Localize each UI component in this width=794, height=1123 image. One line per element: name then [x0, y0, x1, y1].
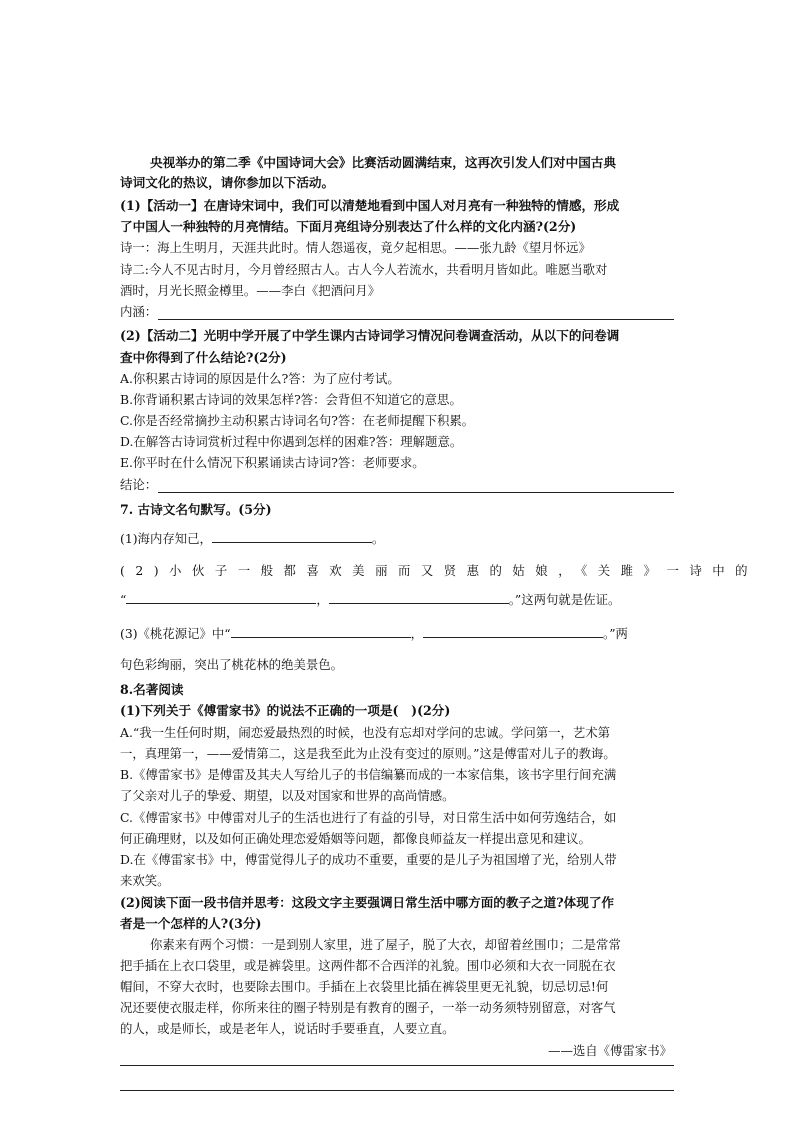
q8-sub-2-line-2: 者是一个怎样的人?(3分): [120, 916, 262, 931]
q7-item-1-suffix: 。: [371, 531, 385, 546]
q7-item-3-line-2: 句色彩绚丽，突出了桃花林的绝美景色。: [120, 657, 344, 672]
q8-option-d-line-2: 来欢笑。: [120, 873, 170, 888]
activity1-question-line-1: (1)【活动一】在唐诗宋词中，我们可以清楚地看到中国人对月亮有一种独特的情感，形成: [120, 198, 620, 213]
q7-item-2-open-quote: “: [120, 592, 127, 607]
survey-item-b: B.你背诵积累古诗词的效果怎样?答：会背但不知道它的意思。: [120, 392, 462, 407]
q8-option-c-line-2: 何正确理财，以及如何正确处理恋爱婚姻等问题，都像良师益友一样提出意见和建议。: [120, 831, 591, 846]
meaning-label: 内涵：: [120, 304, 158, 319]
q7-item-3-comma: ，: [410, 626, 424, 641]
q8-option-b-line-1: B.《傅雷家书》是傅雷及其夫人写给儿子的书信编纂而成的一本家信集，该书字里行间充满: [120, 767, 617, 782]
q7-item-2-blank-2[interactable]: [329, 590, 509, 604]
q8-answer-line-1[interactable]: [120, 1065, 674, 1066]
q8-option-d-line-1: D.在《傅雷家书》中，傅雷觉得儿子的成功不重要，重要的是儿子为祖国增了光，给别人带: [120, 852, 617, 867]
q7-item-1: [120, 529, 384, 547]
letter-passage-line-2: 把手插在上衣口袋里，或是裤袋里。这两件都不合西洋的礼貌。围巾必须和大衣一同脱在衣: [120, 958, 616, 973]
q8-title: 8.名著阅读: [120, 682, 184, 697]
letter-passage-line-3: 帽间，不穿大衣时，也要除去围巾。手插在上衣袋里比插在裤袋里更无礼貌，切忌切忌!何: [120, 979, 609, 994]
passage-source: ——选自《傅雷家书》: [548, 1043, 672, 1058]
q7-item-1-blank[interactable]: [212, 529, 372, 543]
survey-item-e: E.你平时在什么情况下积累诵读古诗词?答：老师要求。: [120, 455, 425, 470]
conclusion-answer-line[interactable]: [158, 492, 674, 493]
intro-line-1: 央视举办的第二季《中国诗词大会》比赛活动圆满结束，这再次引发人们对中国古典: [150, 155, 616, 170]
survey-item-d: D.在解答古诗词赏析过程中你遇到怎样的困难?答：理解题意。: [120, 434, 463, 449]
activity2-question-line-1: (2)【活动二】光明中学开展了中学生课内古诗词学习情况问卷调查活动，从以下的问卷调: [120, 328, 620, 343]
letter-passage-line-4: 况还要使衣服走样，你所来往的圈子特别是有教育的圈子，一举一动务须特别留意，对客气: [120, 1000, 616, 1015]
poem-1: 诗一：海上生明月，天涯共此时。情人怨遥夜，竟夕起相思。——张九龄《望月怀远》: [120, 240, 591, 255]
poem-2-line-2: 酒时，月光长照金樽里。——李白《把酒问月》: [120, 283, 381, 298]
q7-item-3-line-1: [120, 624, 628, 642]
intro-line-2: 诗词文化的热议，请你参加以下活动。: [120, 175, 335, 190]
q8-option-c-line-1: C.《傅雷家书》中傅雷对儿子的生活也进行了有益的引导，对日常生活中如何劳逸结合，如: [120, 810, 617, 825]
q7-item-1-prefix: (1)海内存知己，: [120, 531, 212, 546]
q7-item-3-blank-2[interactable]: [423, 624, 603, 638]
q8-option-a-line-1: A.“我一生任何时期，闹恋爱最热烈的时候，也没有忘却对学问的忠诚。学问第一，艺术第: [120, 725, 611, 740]
q7-title: 7. 古诗文名句默写。(5分): [120, 502, 272, 517]
q7-item-3-prefix: (3)《桃花源记》中“: [120, 626, 231, 641]
letter-passage-line-5: 的人，或是师长，或是老年人，说话时手要垂直，人要立直。: [120, 1021, 455, 1036]
survey-item-a: A.你积累古诗词的原因是什么?答：为了应付考试。: [120, 371, 400, 386]
q8-answer-line-2[interactable]: [120, 1090, 674, 1091]
activity2-question-line-2: 查中你得到了什么结论?(2分): [120, 350, 287, 365]
q7-item-2-line-1: (2)小伙子一般都喜欢美丽而又贤惠的姑娘，《关雎》一诗中的: [120, 563, 759, 578]
q8-option-a-line-2: 一，真理第一，——爱情第二，这是我至此为止没有变过的原则。”这是傅雷对儿子的教诲。: [120, 746, 616, 761]
letter-passage-line-1: 你素来有两个习惯：一是到别人家里，进了屋子，脱了大衣，却留着丝围巾；二是常常: [150, 937, 621, 952]
q8-sub-1: (1)下列关于《傅雷家书》的说法不正确的一项是( )(2分): [120, 703, 451, 718]
q8-option-b-line-2: 了父亲对儿子的挚爱、期望，以及对国家和世界的高尚情感。: [120, 788, 455, 803]
q7-item-2-blank-1[interactable]: [126, 590, 316, 604]
poem-2-line-1: 诗二:今人不见古时月，今月曾经照古人。古人今人若流水，共看明月皆如此。唯愿当歌对: [120, 262, 608, 277]
conclusion-label: 结论：: [120, 477, 158, 492]
activity1-question-line-2: 了中国人一种独特的月亮情结。下面月亮组诗分别表达了什么样的文化内涵?(2分): [120, 219, 577, 234]
q8-sub-2-line-1: (2)阅读下面一段书信并思考：这段文字主要强调日常生活中哪方面的教子之道?体现了作: [120, 895, 615, 910]
meaning-answer-line[interactable]: [158, 319, 674, 320]
q7-item-3-blank-1[interactable]: [231, 624, 411, 638]
q7-item-3-close: 。”两: [603, 626, 628, 641]
survey-item-c: C.你是否经常摘抄主动积累古诗词名句?答：在老师提醒下积累。: [120, 413, 475, 428]
q7-item-2-line-2: [120, 590, 620, 608]
q7-item-2-comma: ，: [316, 592, 329, 607]
q7-item-2-close: 。”这两句就是佐证。: [508, 592, 621, 607]
